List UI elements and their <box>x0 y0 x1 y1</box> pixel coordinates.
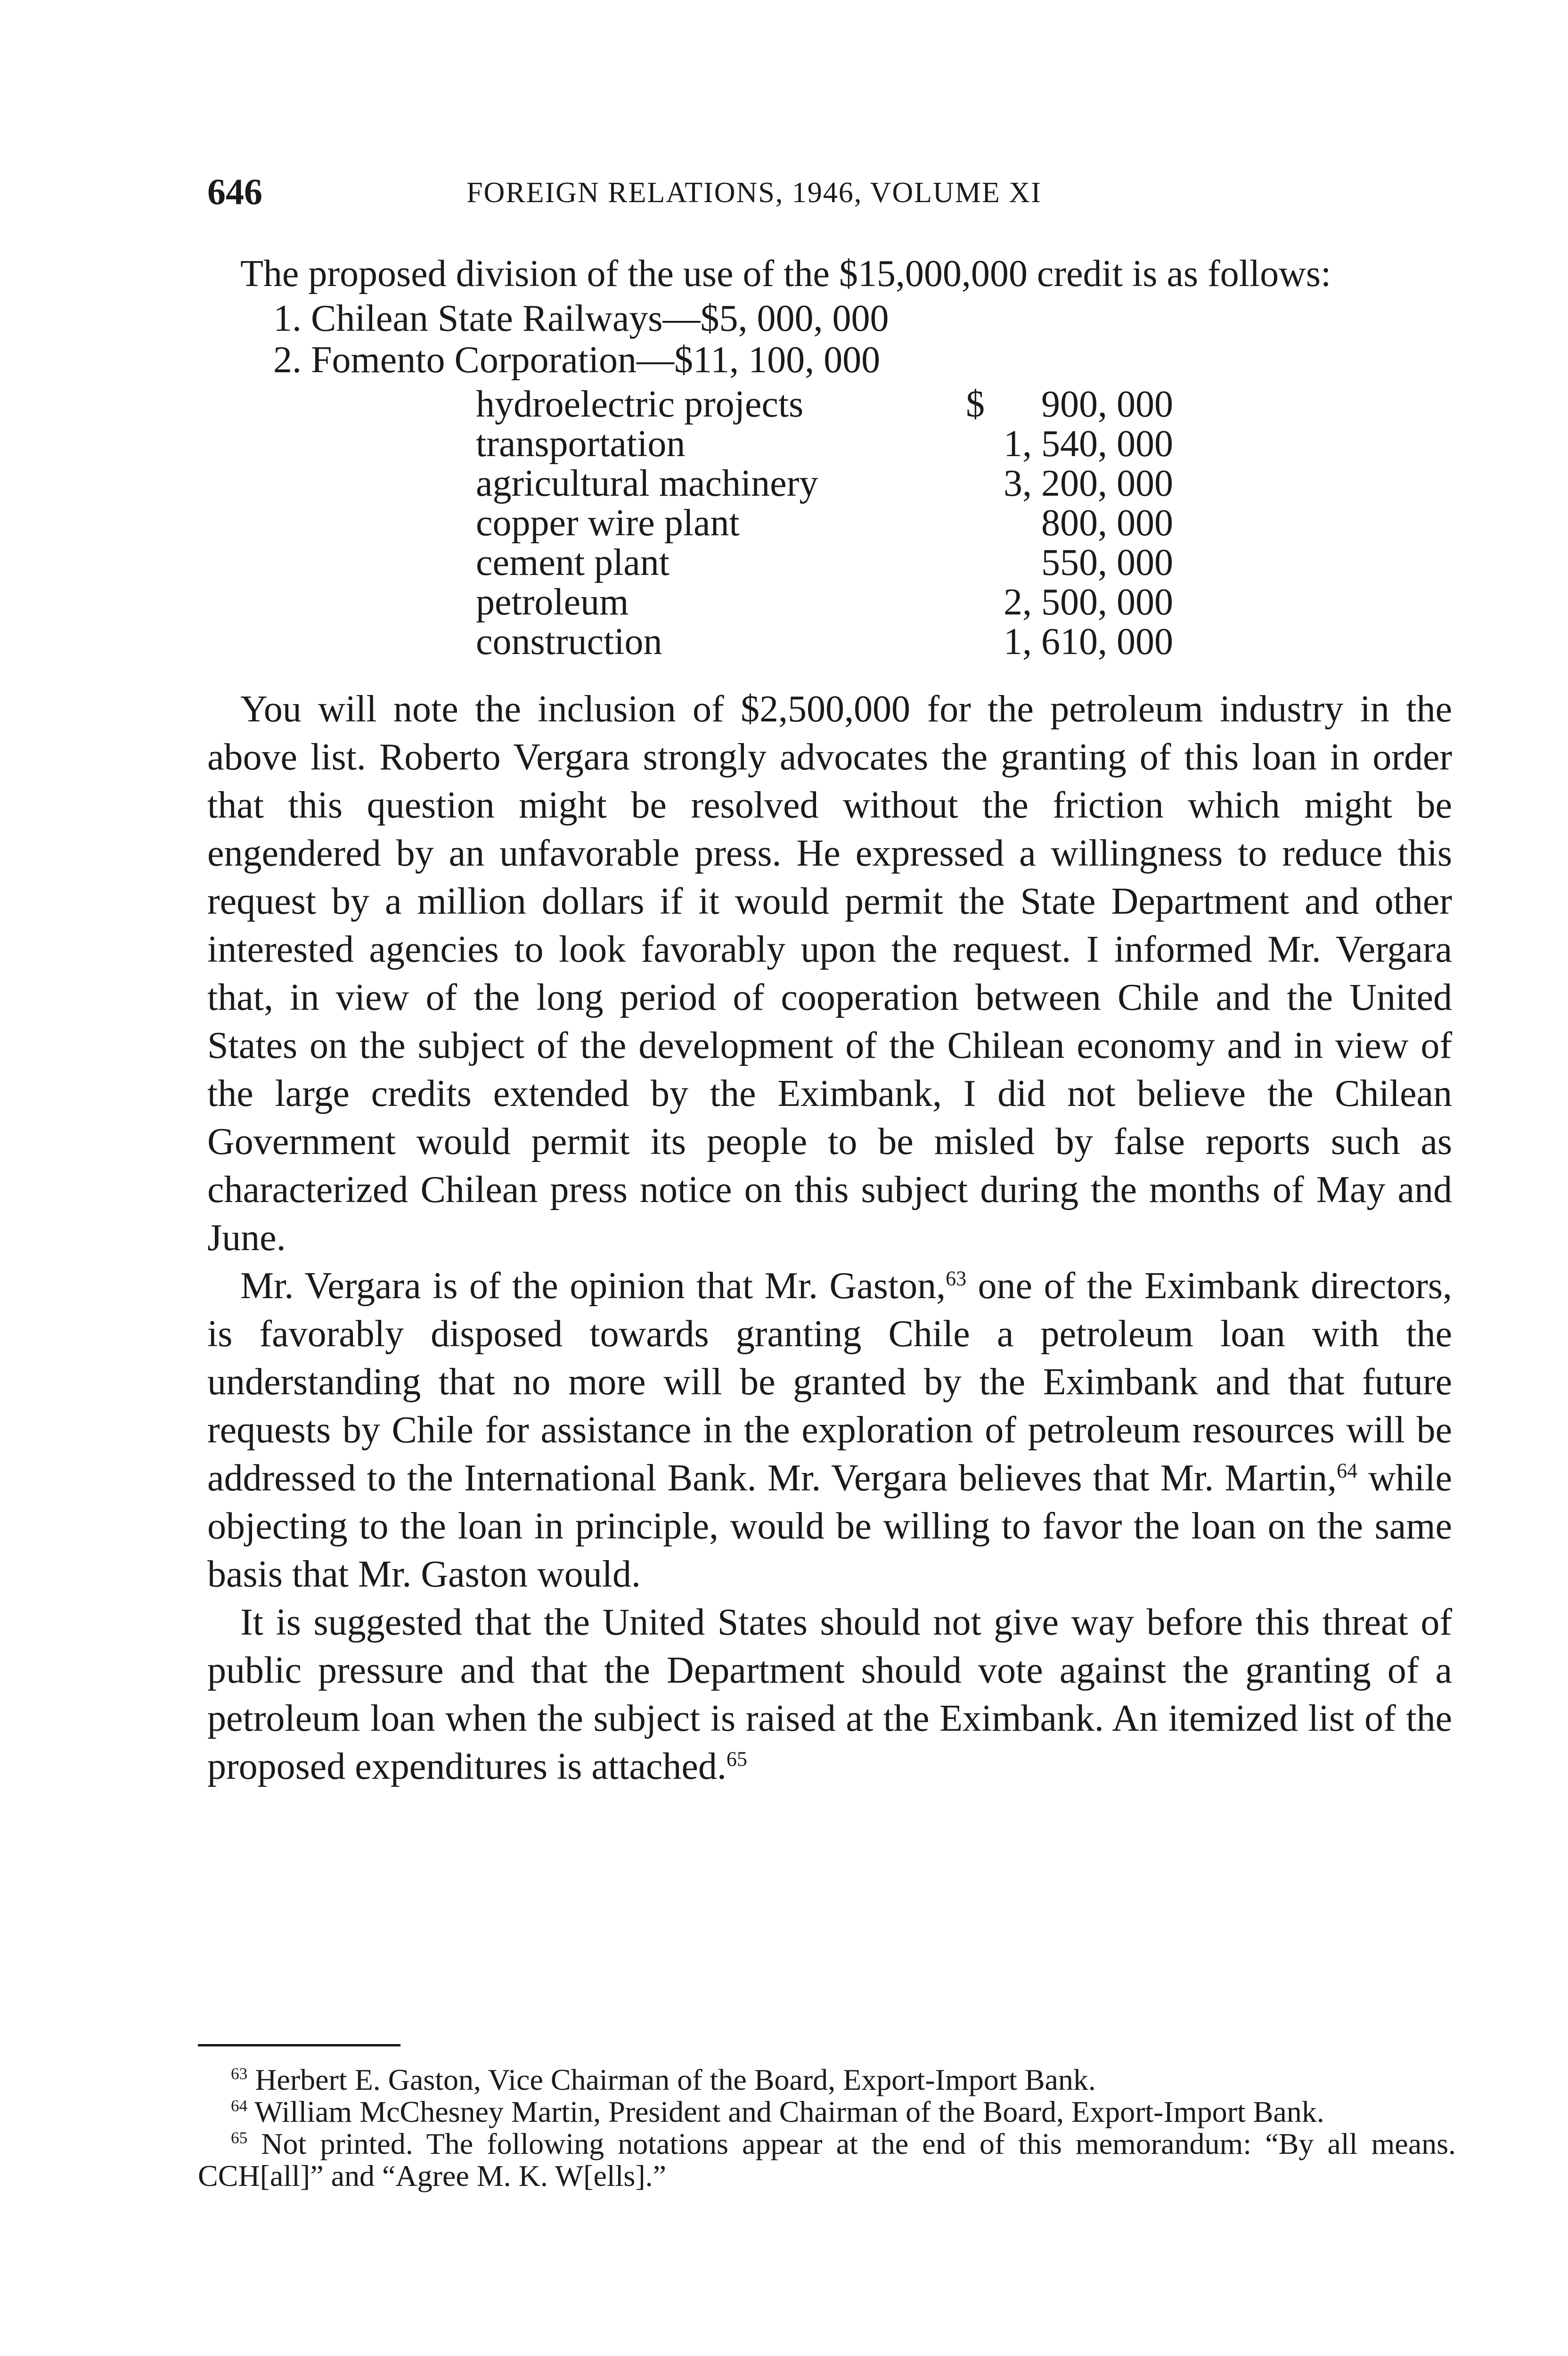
footnote-ref-65: 65 <box>726 1747 747 1771</box>
footnote-63 <box>198 2064 1456 2096</box>
page-header <box>207 171 1432 222</box>
paragraph-petroleum-inclusion: You will note the inclusion of $2,500,000 for the petroleum industry in the above list. Roberto Vergara strongly advocates the granting of this loan in order that this question might be resolved without the friction which might be engendered by an unfavorable press. He expressed a willingness to reduce this request by a million dollars if it would permit the State Department and other interested agencies to look favorably upon the request. I informed Mr. Vergara that, in view of the long period of cooperation between Chile and the United States on the subject of the development of the Chilean economy and in view of the large credits extended by the Eximbank, I did not believe the Chilean Government would permit its people to be misled by false reports such as characterized Chilean press notice on this subject during the months of May and June. <box>207 688 1452 1259</box>
numbered-list <box>207 298 1452 381</box>
footnote-number: 65 <box>231 2128 248 2147</box>
table-row <box>476 543 1173 582</box>
row-amount: 1, 540, 000 <box>1004 423 1173 465</box>
footnotes <box>198 2064 1456 2192</box>
fomento-breakdown-table <box>476 384 1173 662</box>
row-label: hydroelectric projects <box>476 384 804 425</box>
paragraph-text: while objecting to the loan in principle, would be willing to favor the loan on the same basis that Mr. Gaston would. <box>207 1457 1453 1595</box>
footnote-text: Not printed. The following notations appear at the end of this memorandum: “By all means. CCH[all]” and “Agree M. K. W[ells].” <box>198 2127 1456 2192</box>
row-amount: 800, 000 <box>1041 502 1173 544</box>
footnote-divider <box>198 2044 400 2046</box>
row-amount: 900, 000 <box>1041 384 1173 425</box>
paragraph-text: one of the Eximbank directors, is favorably disposed towards granting Chile a petroleum loan with the understanding that no more will be granted by the Eximbank and that future requests by Chile for assistance in the exploration of petroleum resources will be addressed to the International Bank. Mr. Vergara believes that Mr. Martin, <box>207 1265 1453 1499</box>
intro-paragraph: The proposed division of the use of the $15,000,000 credit is as follows: <box>240 253 1331 294</box>
footnote-text: William McChesney Martin, President and Chairman of the Board, Export-Import Bank. <box>247 2095 1324 2128</box>
row-dollar-sign <box>966 543 994 582</box>
footnote-ref-64: 64 <box>1337 1459 1358 1482</box>
footnote-64 <box>198 2096 1456 2128</box>
row-amount: 2, 500, 000 <box>1004 581 1173 623</box>
row-label: petroleum <box>476 581 629 623</box>
table-row <box>476 503 1173 543</box>
table-row <box>476 464 1173 503</box>
row-dollar-sign <box>966 622 994 662</box>
table-row <box>476 424 1173 464</box>
paragraph-text: Mr. Vergara is of the opinion that Mr. Gaston, <box>240 1265 946 1307</box>
row-label: construction <box>476 621 662 663</box>
row-dollar-sign <box>966 464 994 503</box>
row-dollar-sign: $ <box>966 384 985 425</box>
row-label: copper wire plant <box>476 502 740 544</box>
row-amount: 550, 000 <box>1041 542 1173 583</box>
list-item-railways: 1. Chilean State Railways—$5, 000, 000 <box>273 298 889 339</box>
row-label: cement plant <box>476 542 670 583</box>
paragraph-text: It is suggested that the United States should not give way before this threat of public pressure and that the Department should vote against the granting of a petroleum loan when the subject is raised at the Eximbank. An itemized list of the proposed expenditures is attached. <box>207 1602 1452 1787</box>
row-dollar-sign <box>966 503 994 543</box>
row-dollar-sign <box>966 424 994 464</box>
paragraph-suggestion <box>207 1598 1452 1791</box>
row-dollar-sign <box>966 582 994 622</box>
running-head: FOREIGN RELATIONS, 1946, VOLUME XI <box>466 177 1042 209</box>
footnote-65 <box>198 2128 1456 2192</box>
page-number: 646 <box>207 171 262 212</box>
footnote-text: Herbert E. Gaston, Vice Chairman of the Board, Export-Import Bank. <box>247 2063 1096 2096</box>
body-text <box>207 250 1452 1791</box>
table-row <box>476 622 1173 662</box>
list-item-fomento: 2. Fomento Corporation—$11, 100, 000 <box>273 339 881 381</box>
row-amount: 3, 200, 000 <box>1004 463 1173 504</box>
paragraph-vergara-opinion <box>207 1262 1452 1598</box>
table-row <box>476 384 1173 424</box>
row-amount: 1, 610, 000 <box>1004 621 1173 663</box>
footnote-ref-63: 63 <box>946 1267 967 1290</box>
row-label: transportation <box>476 423 686 465</box>
footnote-number: 64 <box>231 2096 248 2115</box>
table-row <box>476 582 1173 622</box>
footnote-number: 63 <box>231 2064 248 2083</box>
row-label: agricultural machinery <box>476 463 818 504</box>
